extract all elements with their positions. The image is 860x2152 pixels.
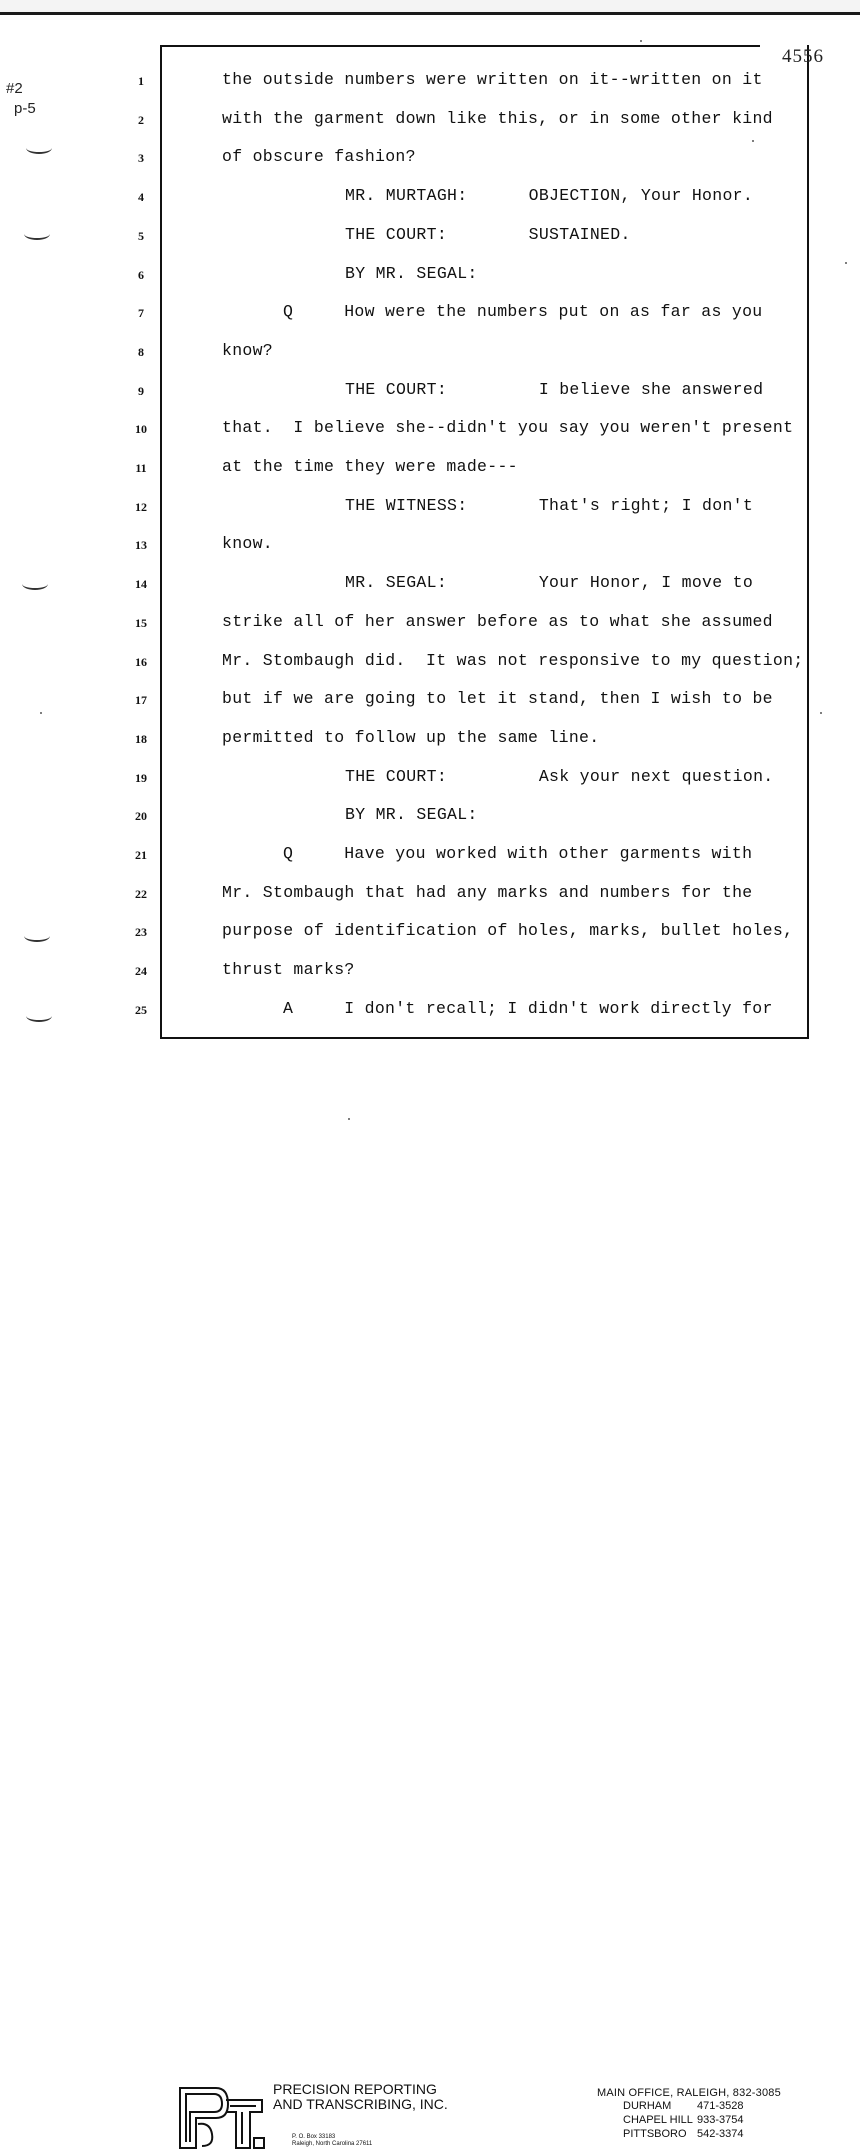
transcript-line: MR. SEGAL: Your Honor, I move to (345, 573, 754, 593)
line-number: 21 (135, 848, 147, 862)
line-number: 24 (135, 964, 147, 979)
margin-note-page: p-5 (14, 100, 36, 117)
transcript-line: strike all of her answer before as to what she assumed (222, 611, 773, 631)
office-phone: 542-3374 (697, 2128, 744, 2140)
scan-speck (820, 712, 822, 714)
line-number: 11 (135, 461, 147, 475)
transcript-line: Q How were the numbers put on as far as you (283, 302, 763, 322)
margin-tick-mark (24, 228, 50, 240)
line-number: 3 (138, 151, 144, 166)
firm-name (273, 2082, 448, 2112)
transcript-line: that. I believe she--didn't you say you weren't present (222, 418, 794, 438)
transcript-line: at the time they were made--- (222, 457, 518, 476)
office-phone: 471-3528 (697, 2100, 744, 2112)
office-row (623, 2113, 781, 2127)
line-number: 2 (138, 112, 144, 127)
page-number: 4556 (782, 46, 824, 67)
top-border (0, 0, 860, 15)
office-phone: 933-3754 (697, 2114, 744, 2126)
transcript-line: with the garment down like this, or in some other kind (222, 108, 773, 128)
line-number: 10 (135, 422, 147, 437)
office-row (623, 2099, 781, 2113)
po-box-line: P. O. Box 33183 (292, 2134, 336, 2140)
line-number: 4 (138, 190, 144, 205)
transcript-line: purpose of identification of holes, marks, bullet holes, (222, 921, 794, 941)
main-office: MAIN OFFICE, RALEIGH, 832-3085 (597, 2087, 781, 2099)
transcript-line: the outside numbers were written on it--written on it (222, 70, 763, 89)
line-number: 8 (138, 344, 144, 359)
transcript-line: of obscure fashion? (222, 147, 416, 167)
line-number: 16 (135, 654, 147, 669)
transcript-line: Mr. Stombaugh that had any marks and numbers for the (222, 882, 753, 902)
city-line: Raleigh, North Carolina 27611 (292, 2141, 373, 2147)
firm-name-line1: PRECISION REPORTING (273, 2081, 437, 2097)
line-number: 14 (135, 577, 147, 592)
transcript-line: THE COURT: Ask your next question. (345, 766, 774, 786)
office-city: CHAPEL HILL (623, 2114, 693, 2126)
pt-logo (176, 2082, 266, 2152)
scan-speck (640, 40, 642, 42)
line-number: 9 (138, 383, 144, 398)
scan-speck (845, 262, 847, 264)
line-number: 7 (138, 306, 144, 321)
transcript-line: BY MR. SEGAL: (345, 805, 478, 825)
line-number: 20 (135, 809, 147, 824)
transcript-line: THE WITNESS: That's right; I don't (345, 495, 754, 515)
footer (0, 1040, 860, 2147)
transcript-line: MR. MURTAGH: OBJECTION, Your Honor. (345, 186, 754, 206)
line-number: 13 (135, 538, 147, 553)
transcript-line: THE COURT: I believe she answered (345, 379, 764, 399)
scan-speck (40, 712, 42, 714)
line-number: 25 (135, 1002, 147, 1017)
margin-note-exhibit: #2 (6, 80, 23, 97)
office-city: PITTSBORO (623, 2128, 687, 2140)
line-number: 12 (135, 499, 147, 514)
firm-name-line2: AND TRANSCRIBING, INC. (273, 2096, 448, 2112)
office-list (597, 2087, 781, 2141)
line-number: 18 (135, 731, 147, 746)
scan-speck (752, 140, 754, 142)
line-number: 23 (135, 925, 147, 940)
transcript-line: THE COURT: SUSTAINED. (345, 224, 631, 244)
line-number: 17 (135, 693, 147, 708)
line-number: 1 (138, 74, 144, 88)
transcript-line: but if we are going to let it stand, then I wish to be (222, 689, 773, 709)
line-number: 19 (135, 770, 147, 785)
office-row (623, 2127, 781, 2141)
line-number: 15 (135, 615, 147, 630)
po-box-address (292, 2134, 372, 2148)
transcript-line: BY MR. SEGAL: (345, 263, 478, 283)
margin-tick-mark (26, 1010, 52, 1022)
transcript-line: thrust marks? (222, 960, 355, 980)
line-number: 22 (135, 886, 147, 901)
line-number: 5 (138, 228, 144, 243)
margin-tick-mark (26, 142, 52, 154)
margin-tick-mark (22, 578, 48, 590)
transcript-line: Q Have you worked with other garments with (283, 844, 753, 863)
office-city: DURHAM (623, 2100, 672, 2112)
transcript-line: A I don't recall; I didn't work directly for (283, 998, 773, 1018)
transcript-line: know. (222, 534, 274, 554)
transcript-line: know? (222, 340, 274, 360)
transcript-line: Mr. Stombaugh did. It was not responsive to my question; (222, 650, 804, 670)
transcript-line: permitted to follow up the same line. (222, 727, 600, 747)
scan-speck (348, 1118, 350, 1120)
margin-tick-mark (24, 930, 50, 942)
line-number: 6 (138, 267, 144, 282)
